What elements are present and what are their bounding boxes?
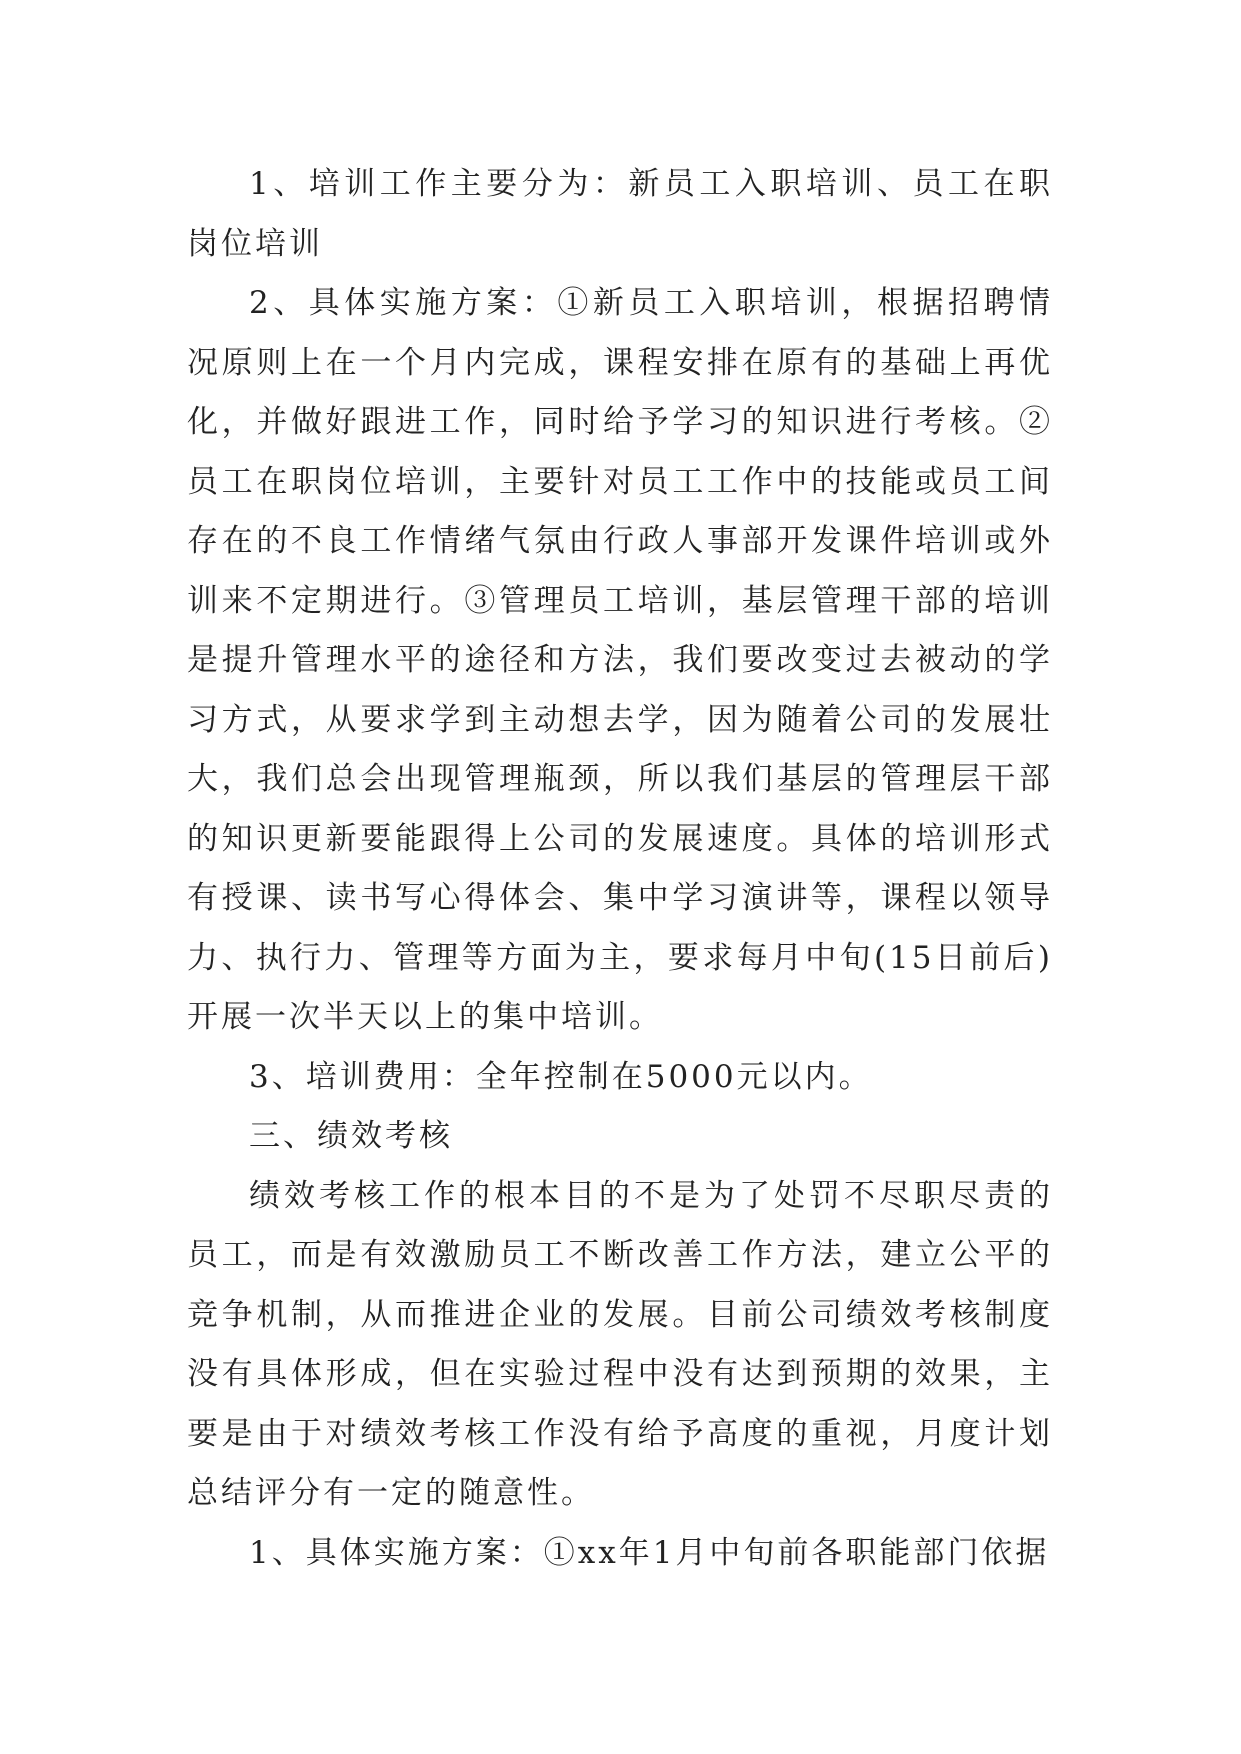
paragraph-implementation-plan: 2、具体实施方案：①新员工入职培训，根据招聘情况原则上在一个月内完成，课程安排在原有的基础上再优化，并做好跟进工作，同时给予学习的知识进行考核。②员工在职岗位培训，主要针对员工工作中的技能或员工间存在的不良工作情绪气氛由行政人事部开发课件培训或外训来不定期进行。③管理员工培训，基层管理干部的培训是提升管理水平的途径和方法，我们要改变过去被动的学习方式，从要求学到主动想去学，因为随着公司的发展壮大，我们总会出现管理瓶颈，所以我们基层的管理层干部的知识更新要能跟得上公司的发展速度。具体的培训形式有授课、读书写心得体会、集中学习演讲等，课程以领导力、执行力、管理等方面为主，要求每月中旬(15日前后)开展一次半天以上的集中培训。: [187, 285, 1053, 1035]
paragraph-training-types: 1、培训工作主要分为：新员工入职培训、员工在职岗位培训: [187, 166, 1053, 262]
section-heading-performance: 三、绩效考核: [249, 1118, 453, 1154]
paragraph-training-cost: 3、培训费用：全年控制在5000元以内。: [249, 1058, 873, 1095]
document-body: [187, 155, 1053, 1583]
paragraph-performance-purpose: 绩效考核工作的根本目的不是为了处罚不尽职尽责的员工，而是有效激励员工不断改善工作方法，建立公平的竞争机制，从而推进企业的发展。目前公司绩效考核制度没有具体形成，但在实验过程中没有达到预期的效果，主要是由于对绩效考核工作没有给予高度的重视，月度计划总结评分有一定的随意性。: [187, 1177, 1053, 1511]
paragraph-performance-plan: 1、具体实施方案：①xx年1月中旬前各职能部门依据: [249, 1534, 1050, 1571]
